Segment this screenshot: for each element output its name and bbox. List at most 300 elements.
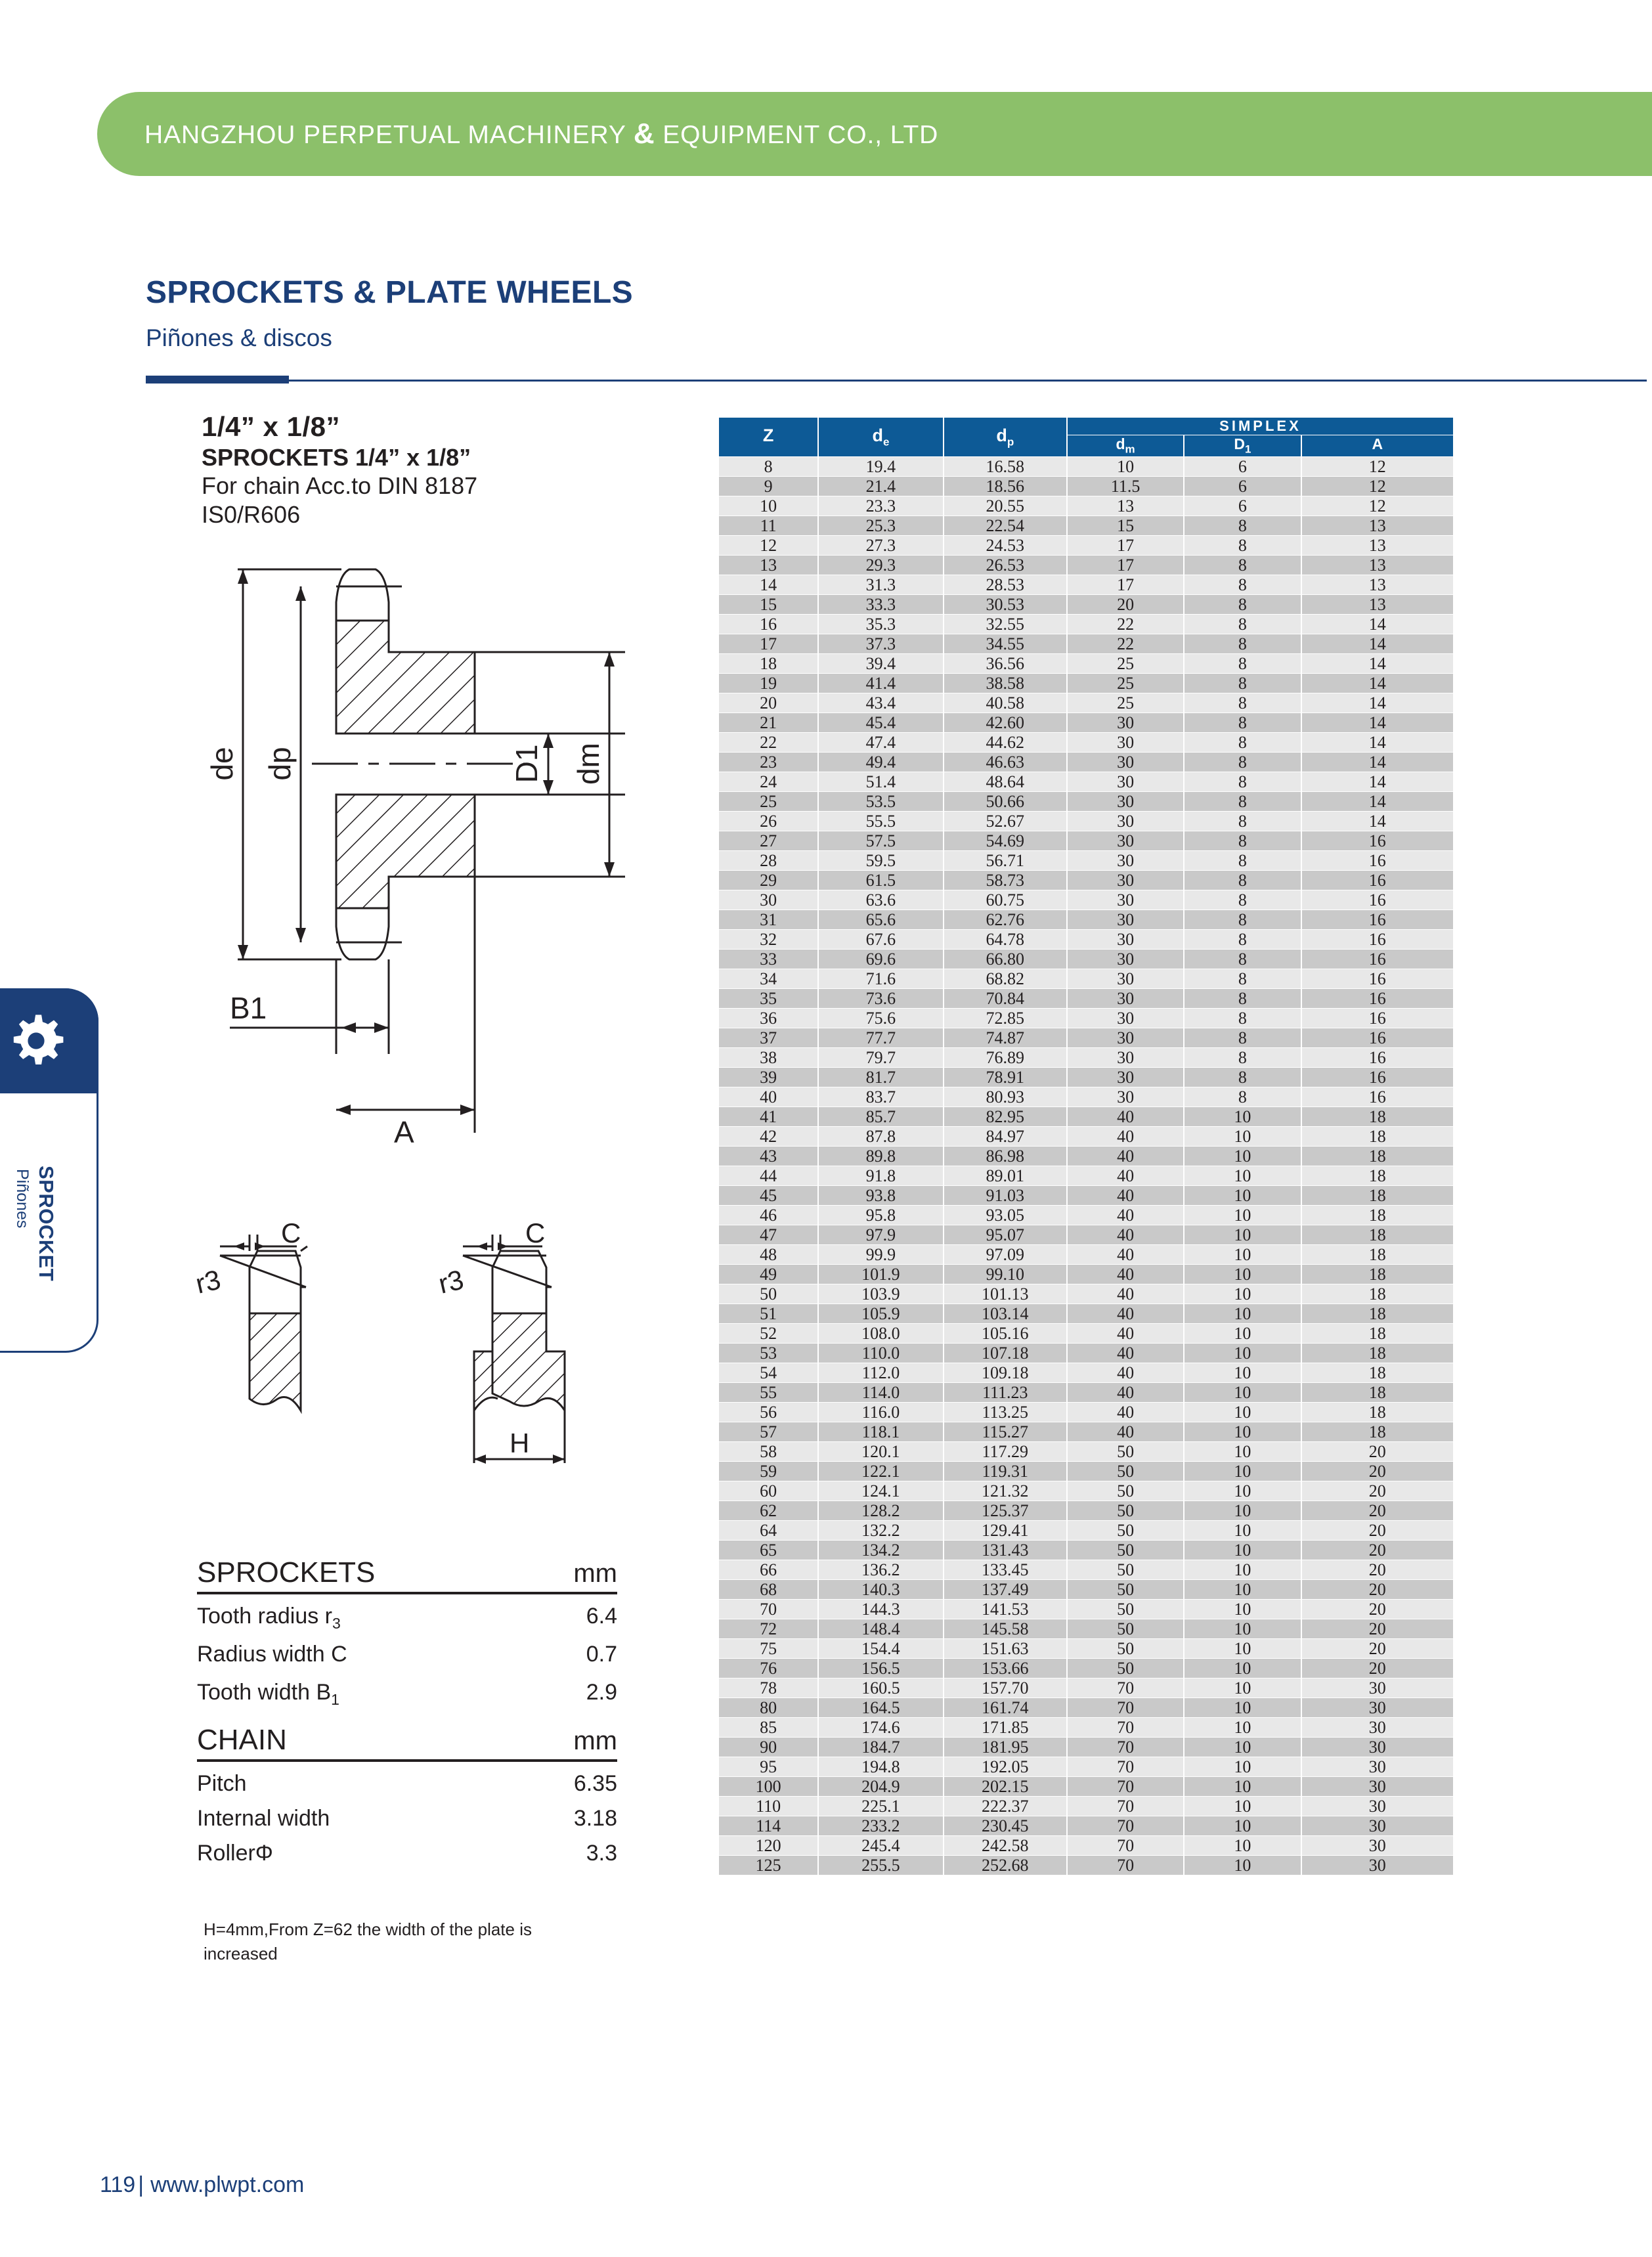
table-cell-dm: 50 [1068,1659,1183,1678]
table-cell-A: 13 [1302,516,1453,535]
table-cell-A: 14 [1302,693,1453,712]
table-cell-A: 18 [1302,1284,1453,1304]
table-row [719,930,1453,949]
table-cell-Z: 14 [719,575,817,594]
table-cell-D1: 8 [1185,595,1300,614]
table-cell-A: 14 [1302,792,1453,811]
table-cell-A: 18 [1302,1422,1453,1441]
company-name [144,118,938,150]
table-row [719,1107,1453,1126]
table-cell-dm: 30 [1068,753,1183,772]
detail-label-C-left: C [281,1217,301,1248]
dimension-label-D1: D1 [510,744,544,783]
table-cell-dp: 101.13 [944,1284,1066,1304]
table-cell-dm: 30 [1068,890,1183,909]
table-cell-de: 81.7 [819,1068,942,1087]
table-row [719,654,1453,673]
table-cell-Z: 55 [719,1383,817,1402]
table-cell-dm: 50 [1068,1481,1183,1501]
table-row [719,1639,1453,1658]
table-cell-D1: 8 [1185,772,1300,791]
table-row [719,792,1453,811]
table-cell-D1: 8 [1185,1087,1300,1107]
table-row [719,1028,1453,1047]
table-cell-Z: 42 [719,1127,817,1146]
table-cell-D1: 8 [1185,753,1300,772]
chain-spec-title: CHAIN [197,1724,287,1756]
table-row [719,1580,1453,1599]
table-cell-dp: 121.32 [944,1481,1066,1501]
table-cell-de: 67.6 [819,930,942,949]
table-cell-D1: 10 [1185,1127,1300,1146]
table-cell-de: 97.9 [819,1225,942,1244]
table-cell-dp: 16.58 [944,457,1066,476]
plate-width-note: H=4mm,From Z=62 the width of the plate is increased [204,1919,532,1963]
table-cell-dp: 153.66 [944,1659,1066,1678]
table-cell-de: 41.4 [819,674,942,693]
table-row [719,1206,1453,1225]
table-cell-dm: 30 [1068,989,1183,1008]
table-cell-de: 23.3 [819,496,942,515]
table-cell-D1: 8 [1185,930,1300,949]
table-cell-D1: 8 [1185,516,1300,535]
table-cell-dm: 30 [1068,910,1183,929]
table-cell-de: 47.4 [819,733,942,752]
table-cell-dp: 64.78 [944,930,1066,949]
table-cell-de: 174.6 [819,1718,942,1737]
sprockets-spec-unit: mm [573,1559,617,1588]
table-cell-D1: 8 [1185,1068,1300,1087]
table-cell-de: 95.8 [819,1206,942,1225]
table-cell-de: 45.4 [819,713,942,732]
table-cell-dm: 30 [1068,733,1183,752]
table-cell-dp: 133.45 [944,1560,1066,1579]
table-row [719,536,1453,555]
table-cell-de: 83.7 [819,1087,942,1107]
table-cell-Z: 10 [719,496,817,515]
table-cell-dp: 56.71 [944,851,1066,870]
table-cell-D1: 8 [1185,950,1300,969]
table-cell-A: 20 [1302,1639,1453,1658]
table-cell-de: 120.1 [819,1442,942,1461]
table-cell-A: 20 [1302,1501,1453,1520]
table-cell-A: 18 [1302,1186,1453,1205]
table-cell-de: 204.9 [819,1777,942,1796]
table-cell-D1: 10 [1185,1245,1300,1264]
table-row [719,1816,1453,1835]
column-header-dm: $d_m$ [1068,435,1183,456]
table-cell-A: 18 [1302,1147,1453,1166]
table-cell-dp: 74.87 [944,1028,1066,1047]
table-cell-dm: 30 [1068,1068,1183,1087]
table-cell-A: 30 [1302,1698,1453,1717]
table-cell-Z: 120 [719,1836,817,1855]
table-cell-D1: 10 [1185,1501,1300,1520]
spec-row [197,1680,617,1709]
table-cell-A: 16 [1302,1028,1453,1047]
table-cell-dm: 40 [1068,1265,1183,1284]
table-cell-dm: 50 [1068,1521,1183,1540]
table-cell-dm: 70 [1068,1836,1183,1855]
spec-row-value: 3.3 [586,1841,617,1866]
table-cell-dm: 50 [1068,1639,1183,1658]
column-header-A: A [1302,435,1453,456]
dimension-label-dm: dm [571,743,605,785]
table-cell-de: 29.3 [819,556,942,575]
table-cell-dm: 22 [1068,634,1183,653]
table-cell-dm: 40 [1068,1166,1183,1185]
table-cell-dp: 60.75 [944,890,1066,909]
table-row [719,910,1453,929]
table-row [719,1836,1453,1855]
table-cell-Z: 68 [719,1580,817,1599]
table-cell-A: 14 [1302,733,1453,752]
table-cell-dp: 18.56 [944,477,1066,496]
table-cell-dp: 161.74 [944,1698,1066,1717]
table-row [719,516,1453,535]
table-cell-de: 101.9 [819,1265,942,1284]
company-name-prefix: HANGZHOU PERPETUAL MACHINERY [144,121,634,149]
table-cell-D1: 6 [1185,496,1300,515]
table-row [719,1225,1453,1244]
table-cell-dm: 20 [1068,595,1183,614]
table-cell-D1: 8 [1185,536,1300,555]
product-size: 1/4” x 1/8” [202,411,340,442]
table-cell-D1: 10 [1185,1718,1300,1737]
table-cell-de: 87.8 [819,1127,942,1146]
table-cell-A: 14 [1302,772,1453,791]
table-row [719,831,1453,850]
table-cell-Z: 54 [719,1363,817,1382]
table-cell-A: 18 [1302,1383,1453,1402]
table-cell-Z: 64 [719,1521,817,1540]
table-cell-dm: 40 [1068,1186,1183,1205]
column-group-header-simplex: SIMPLEX [1068,418,1453,435]
spec-row-value: 6.4 [586,1604,617,1629]
table-cell-de: 53.5 [819,792,942,811]
table-cell-D1: 10 [1185,1580,1300,1599]
table-cell-D1: 10 [1185,1777,1300,1796]
table-cell-dm: 30 [1068,969,1183,988]
table-cell-dp: 141.53 [944,1600,1066,1619]
table-cell-dm: 30 [1068,812,1183,831]
table-cell-A: 30 [1302,1797,1453,1816]
table-cell-A: 12 [1302,496,1453,515]
table-cell-dm: 70 [1068,1698,1183,1717]
product-spec-header [202,410,701,529]
table-cell-dm: 50 [1068,1501,1183,1520]
table-cell-D1: 8 [1185,871,1300,890]
spec-row-label: Pitch [197,1771,247,1796]
table-cell-D1: 10 [1185,1836,1300,1855]
table-cell-Z: 70 [719,1600,817,1619]
table-cell-A: 18 [1302,1363,1453,1382]
side-tab-label-sub: Piñones [13,1169,32,1229]
table-cell-Z: 19 [719,674,817,693]
table-cell-de: 136.2 [819,1560,942,1579]
table-cell-dm: 50 [1068,1619,1183,1638]
table-row [719,575,1453,594]
chain-spec-unit: mm [573,1726,617,1755]
table-cell-dp: 103.14 [944,1304,1066,1323]
table-cell-A: 16 [1302,831,1453,850]
table-cell-Z: 43 [719,1147,817,1166]
table-cell-dm: 40 [1068,1147,1183,1166]
table-row [719,1245,1453,1264]
table-cell-dm: 50 [1068,1580,1183,1599]
column-header-dp: $d_p$ [944,418,1066,456]
table-cell-dp: 36.56 [944,654,1066,673]
table-row [719,457,1453,476]
table-cell-Z: 34 [719,969,817,988]
table-cell-Z: 100 [719,1777,817,1796]
table-cell-D1: 10 [1185,1147,1300,1166]
table-cell-de: 19.4 [819,457,942,476]
table-cell-de: 116.0 [819,1403,942,1422]
table-cell-de: 128.2 [819,1501,942,1520]
table-cell-dp: 76.89 [944,1048,1066,1067]
table-cell-A: 16 [1302,950,1453,969]
table-cell-D1: 6 [1185,457,1300,476]
spec-row-value: 3.18 [573,1806,617,1831]
table-row [719,1600,1453,1619]
table-cell-Z: 59 [719,1462,817,1481]
table-cell-de: 233.2 [819,1816,942,1835]
table-cell-dp: 82.95 [944,1107,1066,1126]
product-standard-iso: IS0/R606 [202,501,301,529]
table-cell-D1: 10 [1185,1383,1300,1402]
table-cell-A: 18 [1302,1324,1453,1343]
table-cell-A: 30 [1302,1718,1453,1737]
table-cell-dp: 119.31 [944,1462,1066,1481]
table-cell-dp: 78.91 [944,1068,1066,1087]
table-cell-dp: 20.55 [944,496,1066,515]
detail-label-r3-left: r3 [192,1263,224,1300]
table-row [719,890,1453,909]
table-cell-de: 65.6 [819,910,942,929]
table-row [719,1403,1453,1422]
table-cell-dp: 86.98 [944,1147,1066,1166]
table-row [719,1304,1453,1323]
table-cell-dm: 30 [1068,851,1183,870]
table-cell-D1: 8 [1185,1009,1300,1028]
table-row [719,496,1453,515]
gear-icon [7,1011,66,1070]
table-cell-dp: 62.76 [944,910,1066,929]
spec-row [197,1771,617,1797]
table-cell-de: 140.3 [819,1580,942,1599]
company-name-suffix: EQUIPMENT CO., LTD [655,121,939,149]
table-cell-A: 18 [1302,1304,1453,1323]
table-cell-A: 18 [1302,1265,1453,1284]
table-cell-A: 18 [1302,1225,1453,1244]
table-cell-Z: 28 [719,851,817,870]
table-cell-dm: 40 [1068,1383,1183,1402]
table-cell-de: 148.4 [819,1619,942,1638]
table-cell-de: 105.9 [819,1304,942,1323]
table-cell-de: 59.5 [819,851,942,870]
table-cell-Z: 50 [719,1284,817,1304]
table-row [719,1383,1453,1402]
table-cell-dm: 10 [1068,457,1183,476]
spec-row-label: Radius width C [197,1641,347,1667]
table-cell-D1: 8 [1185,1028,1300,1047]
table-cell-D1: 10 [1185,1560,1300,1579]
table-cell-D1: 10 [1185,1186,1300,1205]
table-cell-A: 20 [1302,1619,1453,1638]
table-row [719,1127,1453,1146]
table-cell-D1: 6 [1185,477,1300,496]
detail-label-r3-right: r3 [435,1263,467,1300]
page-subtitle: Piñones & discos [146,324,332,351]
page-footer [100,2172,304,2198]
table-cell-dp: 54.69 [944,831,1066,850]
table-cell-de: 21.4 [819,477,942,496]
table-cell-de: 245.4 [819,1836,942,1855]
table-cell-dm: 70 [1068,1718,1183,1737]
dimension-label-B1: B1 [230,991,267,1025]
spec-row-label: Internal width [197,1806,330,1831]
table-cell-A: 14 [1302,654,1453,673]
table-cell-dp: 129.41 [944,1521,1066,1540]
table-cell-de: 55.5 [819,812,942,831]
table-cell-dm: 40 [1068,1225,1183,1244]
table-cell-A: 20 [1302,1580,1453,1599]
table-cell-dp: 222.37 [944,1797,1066,1816]
table-cell-dp: 230.45 [944,1816,1066,1835]
table-cell-A: 14 [1302,812,1453,831]
table-cell-A: 16 [1302,910,1453,929]
table-cell-D1: 10 [1185,1107,1300,1126]
table-cell-de: 118.1 [819,1422,942,1441]
table-cell-Z: 80 [719,1698,817,1717]
sprockets-spec-header [197,1556,617,1594]
product-standard-din: For chain Acc.to DIN 8187 [202,472,478,500]
table-cell-dm: 40 [1068,1363,1183,1382]
table-cell-A: 16 [1302,930,1453,949]
table-cell-A: 30 [1302,1816,1453,1835]
table-cell-D1: 8 [1185,674,1300,693]
table-cell-dm: 70 [1068,1738,1183,1757]
table-cell-dp: 171.85 [944,1718,1066,1737]
table-cell-D1: 10 [1185,1265,1300,1284]
table-cell-de: 35.3 [819,615,942,634]
table-cell-Z: 32 [719,930,817,949]
table-cell-de: 154.4 [819,1639,942,1658]
table-cell-A: 20 [1302,1541,1453,1560]
table-cell-de: 103.9 [819,1284,942,1304]
table-cell-de: 89.8 [819,1147,942,1166]
table-cell-D1: 10 [1185,1738,1300,1757]
table-cell-D1: 10 [1185,1166,1300,1185]
table-cell-A: 30 [1302,1777,1453,1796]
section-side-tab[interactable] [0,988,98,1353]
table-row [719,1462,1453,1481]
table-cell-de: 194.8 [819,1757,942,1776]
table-row [719,1344,1453,1363]
table-cell-de: 156.5 [819,1659,942,1678]
table-cell-Z: 25 [719,792,817,811]
table-row [719,713,1453,732]
table-cell-de: 124.1 [819,1481,942,1501]
footer-website[interactable]: www.plwpt.com [150,2172,305,2197]
table-cell-de: 85.7 [819,1107,942,1126]
table-cell-dp: 70.84 [944,989,1066,1008]
table-cell-dp: 80.93 [944,1087,1066,1107]
table-cell-dp: 99.10 [944,1265,1066,1284]
table-cell-de: 255.5 [819,1856,942,1875]
table-cell-dm: 30 [1068,772,1183,791]
table-cell-D1: 10 [1185,1600,1300,1619]
table-cell-A: 20 [1302,1462,1453,1481]
table-cell-D1: 8 [1185,713,1300,732]
table-cell-Z: 17 [719,634,817,653]
table-cell-dp: 202.15 [944,1777,1066,1796]
table-cell-dm: 40 [1068,1284,1183,1304]
table-cell-D1: 10 [1185,1856,1300,1875]
table-cell-D1: 10 [1185,1659,1300,1678]
table-cell-Z: 110 [719,1797,817,1816]
table-row [719,1560,1453,1579]
table-cell-Z: 35 [719,989,817,1008]
table-cell-dm: 70 [1068,1816,1183,1835]
table-row [719,1422,1453,1441]
table-cell-A: 13 [1302,595,1453,614]
table-cell-dm: 25 [1068,654,1183,673]
table-cell-dp: 242.58 [944,1836,1066,1855]
table-cell-dm: 50 [1068,1560,1183,1579]
table-cell-dp: 181.95 [944,1738,1066,1757]
side-tab-cap [0,988,98,1093]
table-cell-dm: 50 [1068,1462,1183,1481]
footer-page-number: 119 [100,2172,136,2197]
table-cell-Z: 18 [719,654,817,673]
table-cell-D1: 8 [1185,989,1300,1008]
table-cell-Z: 11 [719,516,817,535]
table-row [719,989,1453,1008]
table-cell-A: 13 [1302,556,1453,575]
table-cell-Z: 37 [719,1028,817,1047]
table-cell-Z: 45 [719,1186,817,1205]
table-cell-dp: 28.53 [944,575,1066,594]
table-cell-Z: 47 [719,1225,817,1244]
table-cell-Z: 114 [719,1816,817,1835]
table-cell-de: 114.0 [819,1383,942,1402]
table-row [719,1718,1453,1737]
table-cell-D1: 10 [1185,1541,1300,1560]
table-row [719,1619,1453,1638]
table-cell-dp: 48.64 [944,772,1066,791]
table-cell-Z: 65 [719,1541,817,1560]
table-cell-D1: 10 [1185,1284,1300,1304]
table-cell-Z: 76 [719,1659,817,1678]
table-cell-D1: 8 [1185,890,1300,909]
table-cell-D1: 8 [1185,575,1300,594]
table-cell-A: 30 [1302,1678,1453,1698]
table-cell-dm: 40 [1068,1344,1183,1363]
table-cell-de: 144.3 [819,1600,942,1619]
sprockets-spec-table [197,1556,617,1708]
table-cell-de: 27.3 [819,536,942,555]
table-cell-de: 61.5 [819,871,942,890]
side-tab-label-main: SPROCKET [35,1166,58,1282]
table-cell-D1: 8 [1185,969,1300,988]
table-cell-Z: 60 [719,1481,817,1501]
table-cell-dp: 95.07 [944,1225,1066,1244]
table-row [719,969,1453,988]
table-row [719,733,1453,752]
table-cell-de: 134.2 [819,1541,942,1560]
